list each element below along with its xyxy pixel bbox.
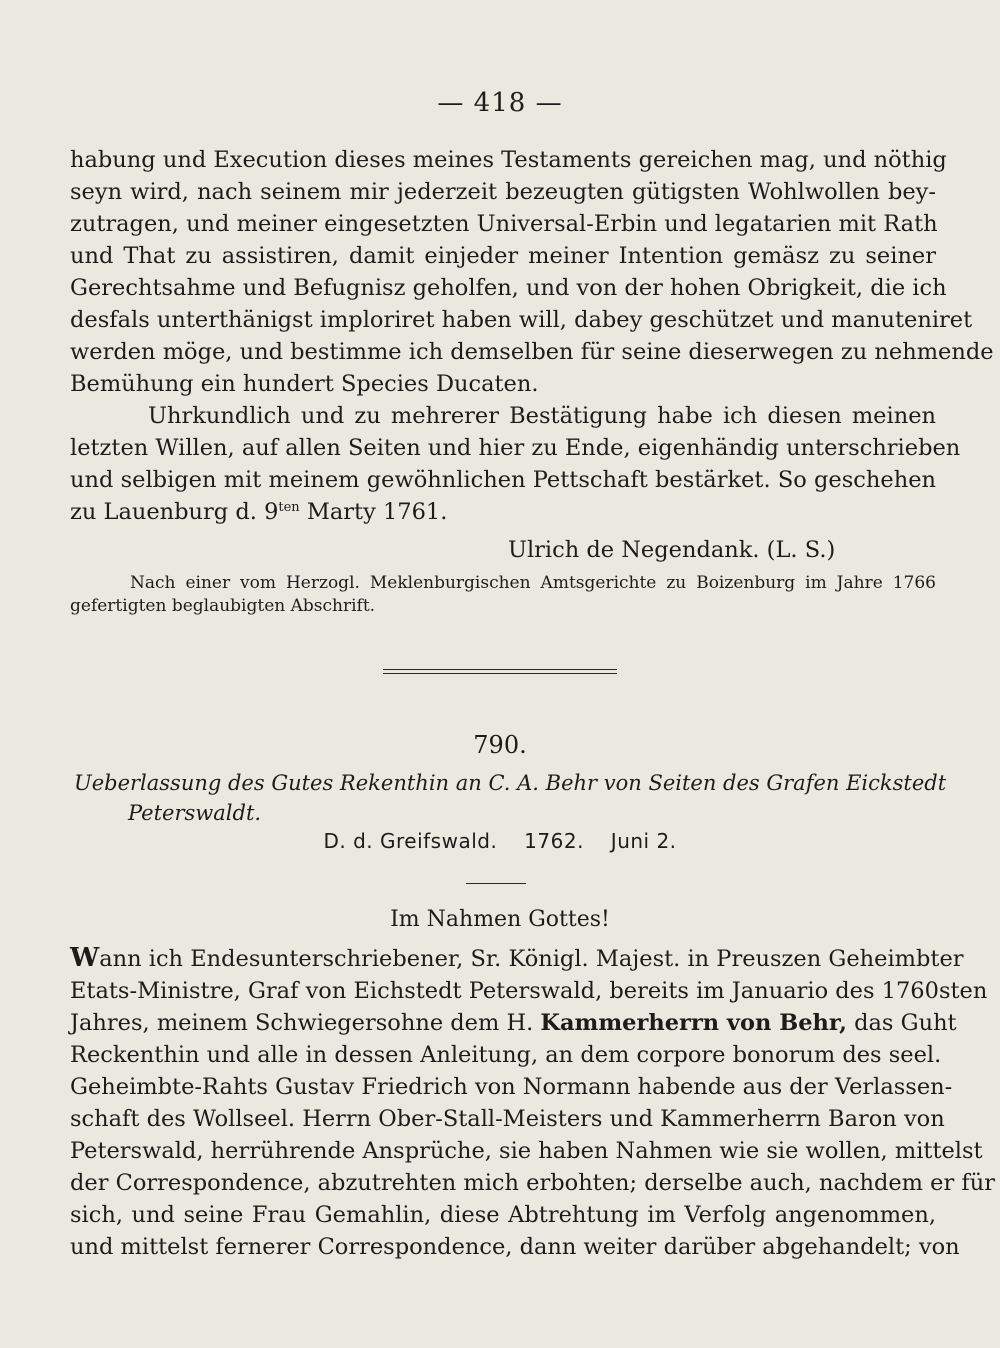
- text-line: der Correspondence, abzutrehten mich erbohten; derselbe auch, nachdem er für: [70, 1170, 995, 1196]
- title-line: Ueberlassung des Gutes Rekenthin an C. A. Behr von Seiten des Grafen Eickstedt: [74, 771, 947, 795]
- text-line: Geheimbte-Rahts Gustav Friedrich von Normann habende aus der Verlassen-: [70, 1074, 953, 1100]
- paragraph-transfer: [70, 942, 995, 1263]
- dateline: [0, 829, 1000, 853]
- invocation-heading: Im Nahmen Gottes!: [390, 907, 610, 932]
- note-line: Nach einer vom Herzogl. Meklenburgischen Amtsgerichte zu Boizenburg im Jahre 1766: [130, 573, 936, 593]
- text-line: Reckenthin und alle in dessen Anleitung, an dem corpore bonorum des seel.: [70, 1042, 942, 1068]
- bold-name: Kammerherrn von Behr,: [540, 1010, 847, 1036]
- note-line: gefertigten beglaubigten Abschrift.: [70, 596, 376, 616]
- text-line: desfals unterthänigst imploriret haben will, dabey geschützet und manuteniret: [70, 307, 973, 333]
- text-line: und selbigen mit meinem gewöhnlichen Pettschaft bestärket. So geschehen: [70, 467, 936, 493]
- text-line: letzten Willen, auf allen Seiten und hier zu Ende, eigenhändig unterschrieben: [70, 435, 961, 461]
- short-divider: [466, 883, 526, 884]
- text-line-first: [70, 942, 964, 975]
- date-superscript: ten: [278, 500, 300, 515]
- text-line: Etats-Ministre, Graf von Eichstedt Peterswald, bereits im Januario des 1760sten: [70, 978, 988, 1004]
- document-number: 790.: [473, 731, 527, 759]
- text-line: seyn wird, nach seinem mir jederzeit bezeugten gütigsten Wohlwollen bey-: [70, 179, 936, 205]
- page-number: — 418 —: [437, 88, 563, 118]
- text-line: Peterswald, herrührende Ansprüche, sie haben Nahmen wie sie wollen, mittelst: [70, 1138, 983, 1164]
- drop-cap: W: [70, 943, 100, 973]
- text-line: habung und Execution dieses meines Testaments gereichen mag, und nöthig: [70, 147, 947, 173]
- date-text-start: zu Lauenburg d. 9: [70, 499, 279, 525]
- title-line: Peterswaldt.: [128, 801, 262, 825]
- dateline-place: D. d. Greifswald.: [323, 829, 498, 853]
- first-line-text: ann ich Endesunterschriebener, Sr. Königl. Majest. in Preuszen Geheimbter: [99, 946, 964, 972]
- date-text-end: Marty 1761.: [299, 499, 448, 525]
- text-line-date: [70, 496, 936, 528]
- text-line: und That zu assistiren, damit einjeder meiner Intention gemäsz zu seiner: [70, 243, 936, 269]
- text-line: zutragen, und meiner eingesetzten Universal-Erbin und legatarien mit Rath: [70, 211, 938, 237]
- paragraph-attestation: [70, 400, 961, 528]
- text-line: schaft des Wollseel. Herrn Ober-Stall-Meisters und Kammerherrn Baron von: [70, 1106, 945, 1132]
- third-line-start: Jahres, meinem Schwiegersohne dem H.: [70, 1010, 541, 1036]
- dateline-date: Juni 2.: [610, 829, 677, 853]
- text-line: werden möge, und bestimme ich demselben für seine dieserwegen zu nehmende: [70, 339, 994, 365]
- dateline-year: 1762.: [524, 829, 584, 853]
- text-line: Gerechtsahme und Befugnisz geholfen, und von der hohen Obrigkeit, die ich: [70, 275, 947, 301]
- text-line-with-name: [70, 1007, 957, 1039]
- document-title: [74, 768, 947, 828]
- source-note: [70, 572, 936, 618]
- signature-line: Ulrich de Negendank. (L. S.): [508, 537, 836, 563]
- text-line: Uhrkundlich und zu mehrerer Bestätigung habe ich diesen meinen: [148, 403, 936, 429]
- section-divider: [383, 669, 617, 674]
- text-line: und mittelst fernerer Correspondence, dann weiter darüber abgehandelt; von: [70, 1234, 960, 1260]
- text-line: sich, und seine Frau Gemahlin, diese Abtrehtung im Verfolg angenommen,: [70, 1202, 936, 1228]
- paragraph-testament-execution: [70, 144, 994, 400]
- text-line: Bemühung ein hundert Species Ducaten.: [70, 371, 539, 397]
- third-line-end: das Guht: [846, 1010, 957, 1036]
